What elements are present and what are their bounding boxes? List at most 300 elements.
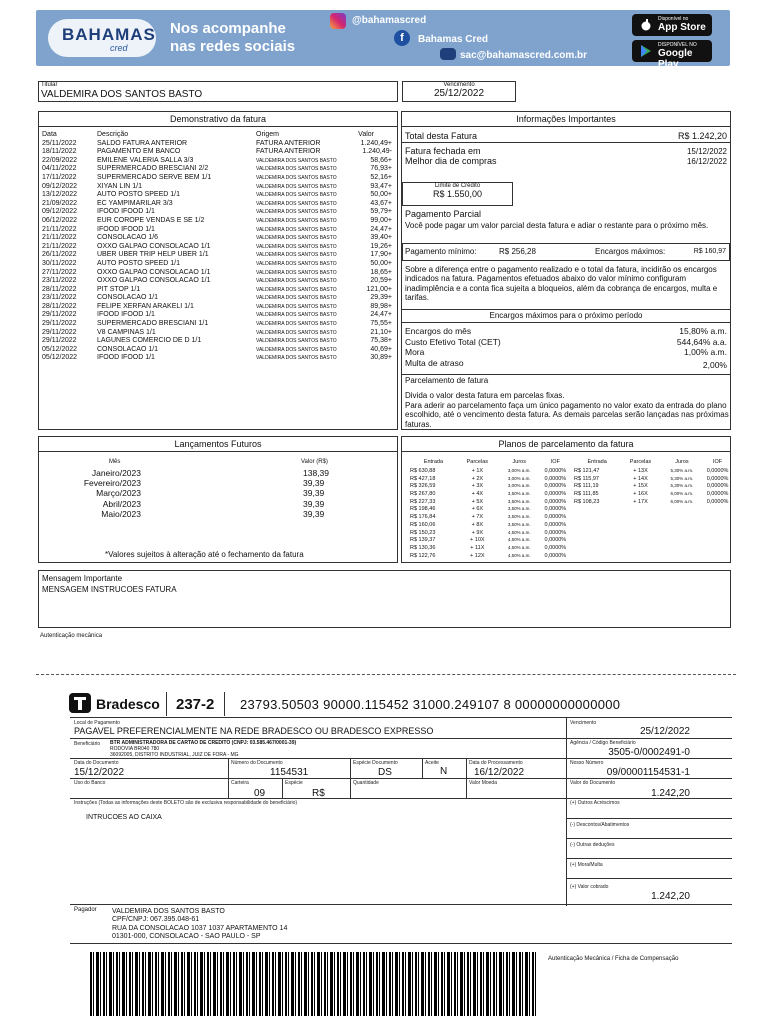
autenticacao-mecanica: Autenticação mecânica — [40, 633, 103, 639]
valor-moeda-label: Valor Moeda — [469, 780, 497, 786]
plano-iof: 0,0000% — [544, 514, 567, 521]
tx-desc: FELIPE XERFAN ARAKELI 1/1 — [97, 302, 194, 310]
tx-valor: 1.240,49- — [362, 148, 392, 156]
demonstrativo-box — [38, 111, 398, 430]
tx-valor: 18,65+ — [370, 268, 392, 276]
email-address[interactable]: sac@bahamascred.com.br — [460, 50, 588, 61]
tx-date: 06/12/2022 — [42, 216, 78, 224]
local-value: PAGAVEL PREFERENCIALMENTE NA REDE BRADESCO OU BRADESCO EXPRESSO — [74, 726, 434, 736]
tx-origem: VALDEMIRA DOS SANTOS BASTO — [256, 209, 337, 216]
plano-iof: 0,0000% — [706, 491, 729, 498]
cobrado-value: 1.242,20 — [651, 891, 690, 902]
plano-row — [410, 483, 570, 491]
futuros-col-mes: Mês — [109, 459, 121, 465]
futuros-title: Lançamentos Futuros — [39, 437, 397, 452]
hline-r4 — [566, 878, 732, 879]
tx-origem: VALDEMIRA DOS SANTOS BASTO — [256, 217, 337, 224]
limite-value: R$ 1.550,00 — [432, 189, 483, 199]
tx-desc: SUPERMERCADO BRESCIANI 2/2 — [97, 165, 209, 173]
plano-parcelas: + 11X — [470, 544, 485, 551]
col-origem: Origem — [256, 131, 279, 138]
titular-box — [38, 81, 398, 102]
pagador-divider — [70, 943, 732, 944]
social-banner — [36, 10, 730, 70]
planos-box — [401, 436, 731, 563]
total-value: R$ 1.242,20 — [677, 131, 727, 141]
bradesco-icon — [68, 692, 96, 716]
plano-iof: 0,0000% — [544, 498, 567, 505]
tx-desc: AUTO POSTO SPEED 1/1 — [97, 191, 180, 199]
dataproc-label: Data do Processamento — [469, 760, 523, 766]
encargos-label: Encargos máximos: — [595, 247, 666, 256]
tx-date: 30/11/2022 — [42, 259, 77, 267]
col-data: Data — [42, 131, 57, 138]
tx-date: 05/12/2022 — [42, 354, 78, 362]
agencia-value: 3505-0/0002491-0 — [608, 747, 690, 758]
google-play-icon — [640, 45, 652, 57]
plano-iof: 0,0000% — [706, 483, 729, 490]
fechada-label: Fatura fechada em — [405, 146, 481, 156]
autenticacao-ficha: Autenticação Mecânica / Ficha de Compensação — [548, 956, 679, 962]
plano-row — [410, 514, 570, 522]
plano-juros: 3,50% a.m. — [507, 506, 531, 512]
encargo-value: 2,00% — [702, 359, 727, 370]
tx-origem: VALDEMIRA DOS SANTOS BASTO — [256, 295, 337, 302]
tx-origem: VALDEMIRA DOS SANTOS BASTO — [256, 312, 337, 319]
cut-line — [36, 674, 736, 675]
futuro-valor: 138,39 — [303, 468, 329, 478]
transactions-table — [42, 131, 392, 363]
tx-date: 29/11/2022 — [42, 337, 77, 345]
boleto-body — [70, 717, 732, 905]
tx-origem: VALDEMIRA DOS SANTOS BASTO — [256, 355, 337, 362]
instagram-handle[interactable]: @bahamascred — [352, 15, 427, 26]
tx-origem: VALDEMIRA DOS SANTOS BASTO — [256, 321, 337, 328]
plano-iof: 0,0000% — [544, 491, 567, 498]
vline-b — [350, 758, 351, 798]
table-row — [42, 286, 392, 295]
table-row — [42, 311, 392, 320]
apple-icon — [640, 19, 652, 31]
tx-date: 09/12/2022 — [42, 182, 78, 190]
plano-iof: 0,0000% — [544, 552, 567, 559]
encargo-value: 544,64% a.a. — [676, 336, 727, 347]
tx-origem: VALDEMIRA DOS SANTOS BASTO — [256, 200, 337, 207]
plano-parcelas: + 17X — [633, 498, 648, 505]
futuros-col-valor: Valor (R$) — [301, 459, 328, 465]
plano-row — [574, 491, 732, 499]
tx-date: 26/11/2022 — [42, 251, 77, 259]
bank-name: Bradesco — [96, 696, 160, 712]
app-store-button[interactable] — [632, 14, 712, 36]
tx-origem: VALDEMIRA DOS SANTOS BASTO — [256, 235, 337, 242]
tx-origem: VALDEMIRA DOS SANTOS BASTO — [256, 174, 337, 181]
tx-date: 25/11/2022 — [42, 139, 77, 147]
email-icon — [440, 48, 456, 60]
instrucoes-label: Instruções (Todas as informações deste BOLETO são de exclusiva responsabilidade do beneficiário) — [74, 800, 298, 806]
outros-acrescimos-label: (+) Outros Acréscimos — [570, 800, 620, 806]
mensagem-title: Mensagem Importante — [42, 574, 123, 583]
table-row — [42, 251, 392, 260]
pagador-cidade: 01301-000, CONSOLACAO - SAO PAULO - SP — [112, 932, 261, 940]
futuro-row — [39, 499, 399, 509]
nosso-value: 09/00001154531-1 — [606, 767, 690, 778]
table-row — [42, 337, 392, 346]
futuro-row — [39, 488, 399, 498]
facebook-name[interactable]: Bahamas Cred — [418, 34, 489, 45]
plano-parcelas: + 10X — [470, 537, 485, 544]
plano-parcelas: + 15X — [633, 483, 648, 490]
demonstrativo-title: Demonstrativo da fatura — [39, 112, 397, 127]
tx-valor: 89,98+ — [370, 302, 392, 310]
plano-row — [410, 476, 570, 484]
table-row — [42, 243, 392, 252]
table-row — [42, 174, 392, 183]
tx-date: 04/11/2022 — [42, 165, 77, 173]
futuros-list — [39, 468, 399, 519]
google-play-button[interactable] — [632, 40, 712, 70]
tx-origem: FATURA ANTERIOR — [256, 139, 321, 147]
barcode — [90, 952, 536, 1016]
tx-desc: PIT STOP 1/1 — [97, 285, 141, 293]
mensagem-text: MENSAGEM INSTRUCOES FATURA — [42, 585, 177, 594]
plano-row — [410, 545, 570, 553]
parcial-title: Pagamento Parcial — [405, 209, 482, 219]
tx-date: 28/11/2022 — [42, 302, 77, 310]
table-row — [42, 320, 392, 329]
encargo-row — [405, 326, 727, 337]
vencimento-value: 25/12/2022 — [433, 88, 485, 99]
futuro-mes: Janeiro/2023 — [91, 468, 141, 478]
especie-doc-value: DS — [378, 767, 392, 778]
plano-juros: 4,50% a.m. — [507, 529, 531, 535]
plano-juros: 6,00% a.m. — [670, 491, 694, 497]
plano-parcelas: + 7X — [471, 514, 484, 521]
futuros-note: *Valores sujeitos à alteração até o fechamento da fatura — [105, 550, 304, 559]
encargo-row — [405, 347, 727, 358]
tx-desc: OXXO GALPAO CONSOLACAO 1/1 — [97, 277, 211, 285]
table-row — [42, 140, 392, 149]
plano-entrada: R$ 115,97 — [574, 475, 599, 482]
futuro-valor: 39,39 — [303, 478, 325, 489]
tx-valor: 30,89+ — [370, 354, 392, 362]
vencimento-label: Vencimento — [443, 82, 475, 88]
hline-4 — [70, 798, 732, 799]
plano-juros: 4,50% a.m. — [507, 552, 531, 558]
numdoc-label: Número do Documento — [231, 760, 283, 766]
datadoc-label: Data do Documento — [74, 760, 119, 766]
tx-date: 21/11/2022 — [42, 242, 77, 250]
tx-valor: 58,66+ — [370, 156, 392, 164]
plano-entrada: R$ 198,46 — [410, 506, 436, 513]
plano-entrada: R$ 121,47 — [574, 468, 600, 474]
pagador-nome: VALDEMIRA DOS SANTOS BASTO — [112, 908, 225, 915]
tx-valor: 40,69+ — [370, 345, 392, 353]
futuro-row — [39, 478, 399, 488]
plano-juros: 3,50% a.m. — [507, 491, 531, 497]
especie-label: Espécie — [285, 780, 303, 786]
plano-iof: 0,0000% — [544, 529, 567, 536]
plano-parcelas: + 5X — [471, 498, 484, 505]
planos-title: Planos de parcelamento da fatura — [402, 437, 730, 452]
vline-d — [466, 758, 467, 798]
tx-origem: FATURA ANTERIOR — [256, 148, 321, 156]
tx-desc: EUR COROPE VENDAS E SE 1/2 — [97, 216, 205, 224]
plano-parcelas: + 6X — [471, 506, 484, 513]
agencia-label: Agência / Código Beneficiário — [570, 740, 636, 746]
venc-label: Vencimento — [570, 720, 597, 726]
app-store-small: Disponível no — [658, 16, 689, 22]
plano-iof: 0,0000% — [544, 506, 567, 513]
tx-origem: VALDEMIRA DOS SANTOS BASTO — [256, 338, 337, 345]
bank-code: 237-2 — [176, 696, 215, 713]
futuro-valor: 39,39 — [303, 488, 325, 499]
plano-juros: 3,50% a.m. — [507, 521, 531, 527]
slogan-line-1: Nos acompanhe — [170, 20, 286, 37]
tx-desc: CONSOLACAO 1/1 — [97, 294, 159, 302]
futuro-valor: 39,39 — [303, 508, 325, 519]
tx-origem: VALDEMIRA DOS SANTOS BASTO — [256, 157, 337, 164]
brand-sub: cred — [110, 43, 128, 53]
plano-entrada: R$ 108,23 — [574, 498, 600, 505]
plano-entrada: R$ 139,37 — [410, 537, 436, 544]
minimo-value: R$ 256,28 — [499, 247, 536, 256]
tx-valor: 17,90+ — [370, 251, 392, 259]
sep-1 — [166, 692, 167, 716]
plano-juros: 4,50% a.m. — [507, 537, 531, 543]
plano-iof: 0,0000% — [544, 483, 567, 490]
info-title: Informações Importantes — [402, 112, 730, 127]
tx-valor: 50,00+ — [370, 259, 392, 267]
tx-date: 27/11/2022 — [42, 268, 77, 276]
tx-date: 23/11/2022 — [42, 277, 77, 285]
tx-valor: 29,39+ — [370, 294, 392, 302]
plano-parcelas: + 3X — [471, 483, 484, 490]
plano-row — [410, 553, 570, 561]
planos-col: Juros — [675, 459, 689, 465]
plano-iof: 0,0000% — [544, 544, 567, 551]
plano-row — [410, 499, 570, 507]
app-store-label: App Store — [658, 22, 706, 33]
tx-date: 29/11/2022 — [42, 320, 77, 328]
tx-valor: 24,47+ — [370, 225, 392, 233]
limite-box — [402, 182, 513, 206]
plano-row — [410, 530, 570, 538]
tx-origem: VALDEMIRA DOS SANTOS BASTO — [256, 192, 337, 199]
plano-iof: 0,0000% — [706, 468, 729, 474]
tx-origem: VALDEMIRA DOS SANTOS BASTO — [256, 243, 337, 250]
plano-iof: 0,0000% — [544, 537, 567, 544]
futuro-valor: 39,39 — [303, 498, 325, 509]
table-row — [42, 157, 392, 166]
linha-digitavel[interactable]: 23793.50503 90000.115452 31000.249107 8 00000000000000 — [240, 697, 621, 712]
encargo-value: 15,80% a.m. — [679, 326, 727, 336]
especie-doc-label: Espécie Documento — [353, 760, 398, 766]
sep-2 — [224, 692, 225, 716]
parcial-text: Você pode pagar um valor parcial desta fatura e adiar o restante para o próximo mês. — [405, 221, 709, 230]
encargo-label: Encargos do mês — [405, 326, 472, 336]
pagador-endereco: RUA DA CONSOLACAO 1037 1037 APARTAMENTO 14 — [112, 924, 288, 932]
tx-date: 18/11/2022 — [42, 148, 77, 156]
plano-entrada: R$ 130,36 — [410, 544, 436, 551]
table-row — [42, 346, 392, 355]
plano-entrada: R$ 227,33 — [410, 498, 436, 505]
limite-label: Limite de Crédito — [434, 183, 481, 189]
vline-e — [282, 778, 283, 798]
plano-entrada: R$ 176,84 — [410, 514, 436, 521]
tx-valor: 121,00+ — [366, 285, 392, 293]
planos-header — [410, 459, 570, 468]
table-row — [42, 294, 392, 303]
tx-desc: IFOOD IFOOD 1/1 — [97, 225, 155, 233]
planos-col: Parcelas — [629, 459, 652, 465]
table-row — [42, 260, 392, 269]
pagador-block — [112, 908, 287, 941]
tx-desc: CONSOLACAO 1/6 — [97, 234, 159, 242]
encargo-label: Custo Efetivo Total (CET) — [405, 336, 501, 347]
tx-valor: 52,16+ — [370, 173, 392, 181]
datadoc-value: 15/12/2022 — [74, 767, 125, 778]
plano-entrada: R$ 150,23 — [410, 529, 436, 536]
encargo-value: 1,00% a.m. — [684, 347, 727, 358]
plano-parcelas: + 16X — [633, 491, 648, 498]
plano-row — [574, 468, 732, 476]
slogan — [170, 20, 295, 56]
planos-header — [574, 459, 732, 468]
plano-row — [574, 483, 732, 491]
especie-value: R$ — [312, 788, 325, 799]
facebook-icon: f — [394, 30, 410, 46]
tx-desc: SUPERMERCADO SERVE BEM 1/1 — [97, 173, 212, 181]
tx-date: 09/12/2022 — [42, 208, 78, 216]
tx-desc: IFOOD IFOOD 1/1 — [97, 311, 155, 319]
cobrado-label: (+) Valor cobrado — [570, 884, 609, 890]
tx-date: 21/11/2022 — [42, 234, 77, 242]
aceite-value: N — [440, 766, 448, 777]
plano-entrada: R$ 326,59 — [410, 483, 436, 490]
brand-name: BAHAMAS — [62, 25, 156, 44]
tx-origem: VALDEMIRA DOS SANTOS BASTO — [256, 252, 337, 259]
plano-iof: 0,0000% — [544, 475, 567, 482]
tx-valor: 75,55+ — [370, 320, 392, 328]
table-row — [42, 217, 392, 226]
plano-parcelas: + 2X — [471, 475, 484, 482]
planos-col: Entrada — [587, 459, 607, 465]
encargos-periodo-title: Encargos máximos para o próximo período — [402, 309, 730, 323]
futuro-mes: Fevereiro/2023 — [83, 478, 141, 489]
slogan-line-2: nas redes sociais — [170, 38, 296, 55]
parcelamento-title: Parcelamento de fatura — [405, 376, 489, 385]
encargos-value: R$ 160,97 — [693, 248, 726, 255]
tx-valor: 43,67+ — [370, 199, 392, 207]
tx-valor: 76,93+ — [370, 165, 392, 173]
quantidade-label: Quantidade — [353, 780, 379, 786]
tx-origem: VALDEMIRA DOS SANTOS BASTO — [256, 329, 337, 336]
futuro-mes: Março/2023 — [96, 488, 141, 499]
table-row — [42, 303, 392, 312]
tx-origem: VALDEMIRA DOS SANTOS BASTO — [256, 226, 337, 233]
hline-r2 — [566, 838, 732, 839]
tx-desc: EC YAMPIMARILAR 3/3 — [97, 199, 173, 207]
tx-date: 21/09/2022 — [42, 199, 78, 207]
plano-iof: 0,0000% — [706, 498, 729, 505]
tx-valor: 39,40+ — [370, 234, 392, 242]
plano-parcelas: + 4X — [471, 491, 484, 498]
tx-date: 29/11/2022 — [42, 328, 77, 336]
plano-entrada: R$ 111,19 — [574, 483, 599, 490]
hline-2 — [70, 758, 732, 759]
benef-label: Beneficiário — [74, 741, 101, 747]
dataproc-value: 16/12/2022 — [474, 767, 525, 778]
tx-desc: UBER UBER TRIP HELP UBER 1/1 — [97, 251, 209, 259]
table-row — [42, 329, 392, 338]
plano-juros: 3,00% a.m. — [507, 483, 531, 489]
tx-valor: 99,00+ — [370, 216, 392, 224]
table-row — [42, 226, 392, 235]
info-box — [401, 111, 731, 430]
tx-desc: OXXO GALPAO CONSOLACAO 1/1 — [97, 268, 211, 276]
table-row — [42, 277, 392, 286]
plano-juros: 3,50% a.m. — [507, 498, 531, 504]
valordoc-label: Valor do Documento — [570, 780, 616, 786]
plano-iof: 0,0000% — [706, 475, 729, 482]
planos-col: Entrada — [423, 459, 444, 465]
tx-desc: OXXO GALPAO CONSOLACAO 1/1 — [97, 242, 211, 250]
carteira-label: Carteira — [231, 780, 249, 786]
futuro-mes: Abril/2023 — [102, 498, 141, 509]
mora-multa-label: (+) Mora/Multa — [570, 862, 603, 868]
plano-row — [410, 506, 570, 514]
encargo-label: Mora — [405, 347, 425, 358]
total-row — [402, 129, 730, 143]
tx-date: 05/12/2022 — [42, 345, 78, 353]
minimo-label: Pagamento mínimo: — [405, 247, 477, 256]
nosso-label: Nosso Número — [570, 760, 604, 766]
tx-valor: 1.240,49+ — [360, 139, 392, 147]
tx-date: 21/11/2022 — [42, 225, 77, 233]
instagram-icon — [330, 13, 346, 29]
local-label: Local de Pagamento — [74, 720, 120, 726]
plano-entrada: R$ 427,18 — [410, 475, 436, 482]
encargo-row — [405, 337, 727, 348]
benef-line-3: 36092005, DISTRITO INDUSTRIAL, JUIZ DE FORA - MG — [110, 752, 239, 758]
hline-3 — [70, 778, 732, 779]
melhor-label: Melhor dia de compras — [405, 156, 497, 166]
tx-origem: VALDEMIRA DOS SANTOS BASTO — [256, 286, 337, 293]
tx-desc: IFOOD IFOOD 1/1 — [97, 354, 155, 362]
tx-desc: EMILENE VALERIA SALLA 3/3 — [97, 156, 194, 164]
futuro-row — [39, 509, 399, 519]
total-label: Total desta Fatura — [405, 131, 478, 141]
tx-valor: 21,10+ — [370, 328, 392, 336]
plano-parcelas: + 9X — [471, 529, 484, 536]
encargos-list — [405, 326, 727, 368]
plano-iof: 0,0000% — [544, 521, 567, 528]
parcelamento-text-2: Para aderir ao parcelamento faça um único pagamento no valor exato da entrada do plano escolhido, até o vencimento desta fatura. As demais parcelas serão lançadas nas próximas faturas. — [405, 401, 729, 429]
col-valor: Valor — [358, 131, 374, 138]
plano-row — [410, 468, 570, 476]
plano-entrada: R$ 630,88 — [410, 468, 436, 474]
tx-desc: SALDO FATURA ANTERIOR — [97, 139, 188, 147]
plano-juros: 4,50% a.m. — [507, 544, 531, 550]
divider — [402, 374, 730, 375]
mensagem-box — [38, 570, 731, 628]
table-row — [42, 191, 392, 200]
plano-row — [410, 522, 570, 530]
plano-parcelas: + 13X — [633, 468, 648, 474]
table-row — [42, 269, 392, 278]
plano-parcelas: + 12X — [470, 552, 485, 559]
